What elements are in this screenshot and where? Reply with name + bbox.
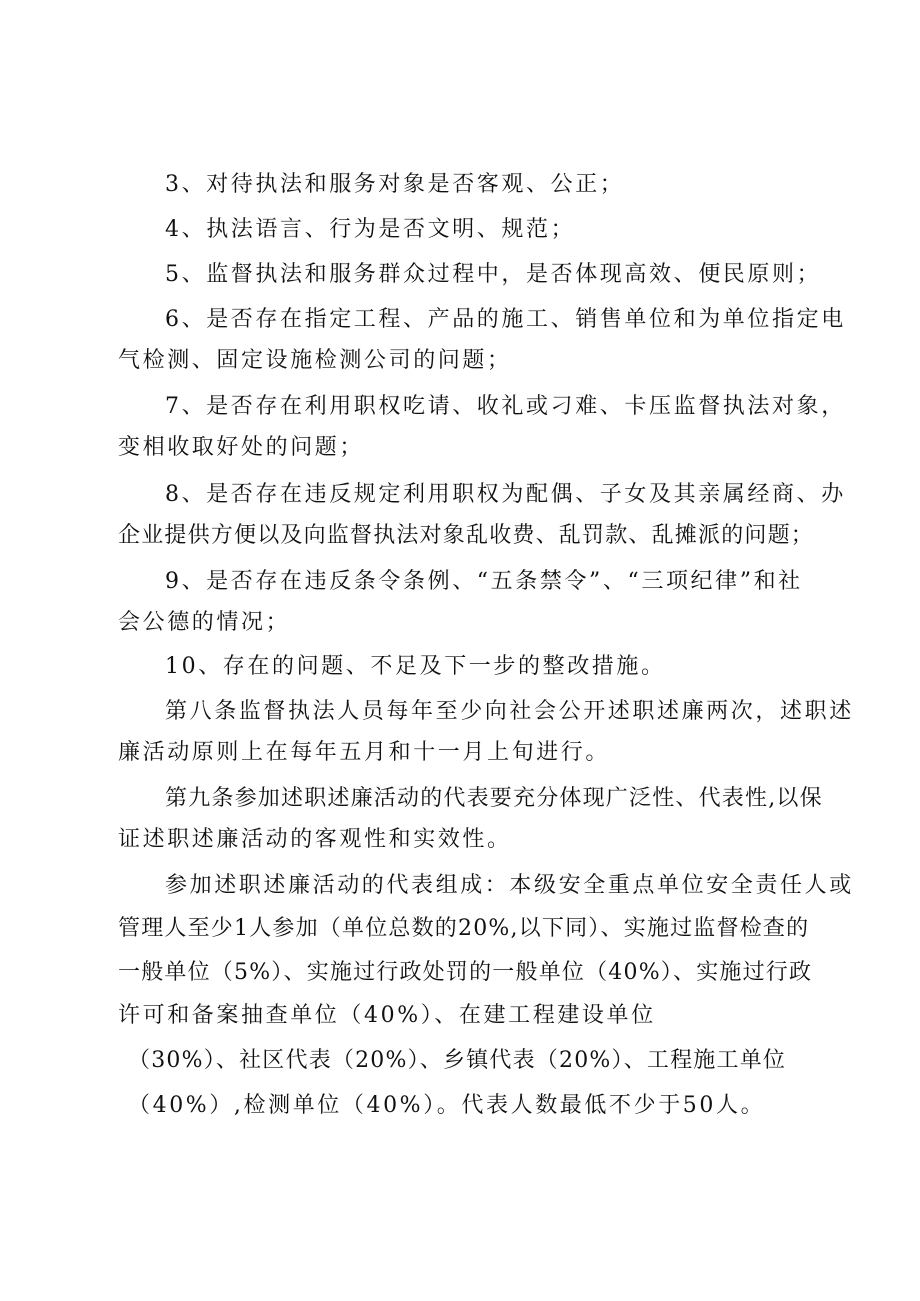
text-line-3: 5、监督执法和服务群众过程中，是否体现高效、便民原则； <box>165 262 822 287</box>
text-line-16: 证述职述廉活动的客观性和实效性。 <box>118 827 512 852</box>
text-line-1: 3、对待执法和服务对象是否客观、公正； <box>165 172 625 197</box>
text-line-21: （30%）、社区代表（20%）、乡镇代表（20%）、工程施工单位 <box>128 1048 787 1073</box>
text-line-8: 8、是否存在违反规定利用职权为配偶、子女及其亲属经商、办 <box>165 482 846 507</box>
text-line-5: 气检测、固定设施检测公司的问题； <box>118 348 512 373</box>
text-line-7: 变相收取好处的问题； <box>118 435 365 460</box>
text-line-2: 4、执法语言、行为是否文明、规范； <box>165 217 576 242</box>
text-line-9: 企业提供方便以及向监督执法对象乱收费、乱罚款、乱摊派的问题； <box>118 523 815 548</box>
text-line-4: 6、是否存在指定工程、产品的施工、销售单位和为单位指定电 <box>165 307 846 332</box>
text-line-15: 第九条参加述职述廉活动的代表要充分体现广泛性、代表性,以保 <box>165 786 823 811</box>
text-line-10: 9、是否存在违反条令条例、“五条禁令”、“三项纪律”和社 <box>165 569 803 594</box>
text-line-17: 参加述职述廉活动的代表组成：本级安全重点单位安全责任人或 <box>165 873 854 898</box>
text-line-12: 10、存在的问题、不足及下一步的整改措施。 <box>165 654 666 679</box>
text-line-20: 许可和备案抽查单位（40%）、在建工程建设单位 <box>118 1003 656 1028</box>
text-line-19: 一般单位（5%）、实施过行政处罚的一般单位（40%）、实施过行政 <box>118 960 813 985</box>
text-line-22: （40%）,检测单位（40%）。代表人数最低不少于50人。 <box>128 1093 766 1118</box>
text-line-11: 会公德的情况； <box>118 610 291 635</box>
text-line-14: 廉活动原则上在每年五月和十一月上旬进行。 <box>118 740 611 765</box>
text-line-18: 管理人至少1人参加（单位总数的20%,以下同）、实施过监督检查的 <box>118 916 810 941</box>
text-line-13: 第八条监督执法人员每年至少向社会公开述职述廉两次，述职述 <box>165 699 854 724</box>
text-line-6: 7、是否存在利用职权吃请、收礼或刁难、卡压监督执法对象， <box>165 394 846 419</box>
